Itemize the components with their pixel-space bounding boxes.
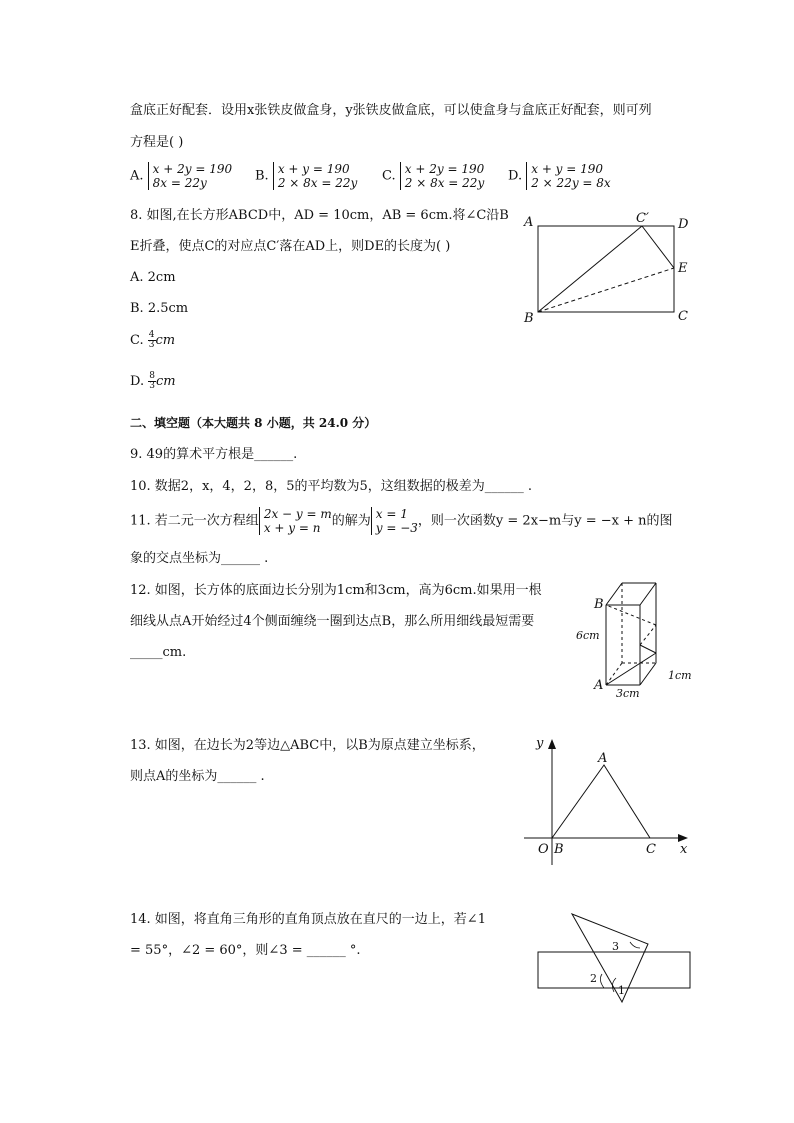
label-e: E — [678, 261, 688, 276]
label-b: B — [554, 842, 564, 857]
q7-option-b — [255, 162, 357, 192]
option-label: D. — [130, 374, 145, 389]
right-triangle — [572, 914, 648, 1002]
fraction — [148, 331, 156, 350]
option-label: B. — [255, 168, 269, 184]
label-a: A — [594, 678, 604, 693]
q11-line1 — [130, 507, 673, 539]
label-x: x — [680, 842, 688, 857]
rectangle-abcd — [538, 226, 674, 312]
fold-line-be — [538, 268, 674, 312]
q13-line2: 则点A的坐标为______ . — [130, 769, 265, 784]
equation: 2 × 8x = 22y — [277, 176, 358, 190]
q8-option-c — [130, 331, 175, 361]
segment-c-prime-e — [642, 226, 674, 268]
q8-option-b: B. 2.5cm — [130, 301, 189, 316]
angle-label-2: 2 — [590, 972, 597, 985]
q8-option-a: A. 2cm — [130, 270, 176, 285]
q13-coordinate-figure — [520, 735, 700, 870]
equation: x + 2y = 190 — [404, 162, 485, 176]
unit: cm — [155, 374, 176, 389]
label-a: A — [524, 215, 534, 230]
string-path-hidden — [606, 605, 656, 625]
option-label: C. — [130, 333, 144, 348]
label-width: 3cm — [616, 687, 640, 700]
edge — [606, 583, 622, 605]
q7-line1: 盒底正好配套．设用x张铁皮做盒身，y张铁皮做盒底，可以使盒身与盒底正好配套，则可列 — [130, 103, 652, 118]
q7-option-d — [508, 162, 611, 192]
q8-line2: E折叠，使点C的对应点C′落在AD上，则DE的长度为( ) — [130, 239, 451, 254]
q12-line3: _____cm. — [130, 645, 187, 660]
equation-system — [148, 162, 232, 190]
label-height: 6cm — [576, 629, 600, 642]
equation-system — [259, 507, 332, 535]
equation: 2 × 22y = 8x — [531, 176, 611, 190]
section-heading: 二、填空题（本大题共 8 小题，共 24.0 分） — [130, 416, 377, 430]
edge — [640, 663, 656, 685]
equation-system — [526, 162, 610, 190]
hidden-edge — [606, 663, 622, 685]
q14-ruler-triangle-figure — [530, 908, 700, 1008]
string-path — [606, 653, 656, 685]
q11-mid: 的解为 — [331, 513, 371, 529]
label-depth: 1cm — [668, 669, 692, 682]
equation: 2x − y = m — [263, 507, 332, 521]
equation: x + y = 190 — [531, 162, 604, 176]
y-axis-arrow — [548, 739, 556, 749]
solution-system — [371, 507, 418, 535]
q10: 10. 数据2，x，4，2，8，5的平均数为5，这组数据的极差为______ . — [130, 479, 533, 494]
q7-line2: 方程是( ) — [130, 135, 184, 150]
q11-suffix: ，则一次函数y = 2x−m与y = −x + n的图 — [417, 513, 673, 529]
equation: y = −3 — [375, 521, 418, 535]
edge — [640, 583, 656, 605]
q12-cuboid-figure — [570, 575, 710, 700]
ruler — [538, 952, 690, 988]
equation-system — [400, 162, 484, 190]
q8-line1: 8. 如图,在长方形ABCD中，AD = 10cm，AB = 6cm.将∠C沿B — [130, 208, 509, 223]
equation: x + 2y = 190 — [152, 162, 233, 176]
equation-system — [273, 162, 357, 190]
fraction-denominator: 3 — [148, 340, 155, 350]
fraction — [148, 372, 156, 391]
q14-line2: = 55°，∠2 = 60°，则∠3 = ______ °. — [130, 943, 361, 958]
q9: 9. 49的算术平方根是______. — [130, 447, 298, 462]
angle-label-3: 3 — [612, 940, 619, 953]
q8-option-d — [130, 372, 176, 402]
equation: 8x = 22y — [152, 176, 207, 190]
x-axis-arrow — [678, 834, 688, 842]
unit: cm — [155, 333, 176, 348]
equation: 2 × 8x = 22y — [404, 176, 485, 190]
label-b: B — [524, 311, 534, 326]
q8-rectangle-figure — [520, 210, 700, 330]
equation: x + y = n — [263, 521, 321, 535]
angle-arc-2 — [600, 974, 604, 988]
label-o: O — [538, 842, 549, 857]
angle-label-1: 1 — [618, 984, 625, 997]
q13-line1: 13. 如图，在边长为2等边△ABC中，以B为原点建立坐标系， — [130, 738, 485, 753]
triangle-abc — [552, 765, 650, 838]
q7-option-a — [130, 162, 232, 192]
equation: x = 1 — [375, 507, 408, 521]
fraction-numerator: 8 — [149, 371, 155, 381]
label-c: C — [646, 842, 656, 857]
label-a: A — [598, 751, 608, 766]
segment-bc-prime — [538, 226, 642, 312]
q7-option-c — [382, 162, 484, 192]
string-path — [640, 645, 656, 653]
fraction-numerator: 4 — [148, 330, 155, 340]
option-label: D. — [508, 168, 523, 184]
equation: x + y = 190 — [277, 162, 350, 176]
label-b: B — [594, 597, 604, 612]
option-label: A. — [130, 168, 144, 184]
label-d: D — [678, 217, 689, 232]
angle-arc-3 — [630, 942, 640, 948]
string-path-hidden — [640, 625, 656, 645]
label-c-prime: C′ — [636, 211, 649, 226]
q12-line2: 细线从点A开始经过4个侧面缠绕一圈到达点B，那么所用细线最短需要 — [130, 614, 535, 629]
q12-line1: 12. 如图，长方体的底面边长分别为1cm和3cm，高为6cm.如果用一根 — [130, 583, 542, 598]
q14-line1: 14. 如图，将直角三角形的直角顶点放在直尺的一边上，若∠1 — [130, 912, 486, 927]
label-c: C — [678, 309, 688, 324]
option-label: C. — [382, 168, 396, 184]
q11-line2: 象的交点坐标为______ . — [130, 551, 269, 566]
q11-prefix: 11. 若二元一次方程组 — [130, 513, 259, 529]
label-y: y — [536, 736, 544, 751]
fraction-denominator: 3 — [149, 381, 155, 391]
